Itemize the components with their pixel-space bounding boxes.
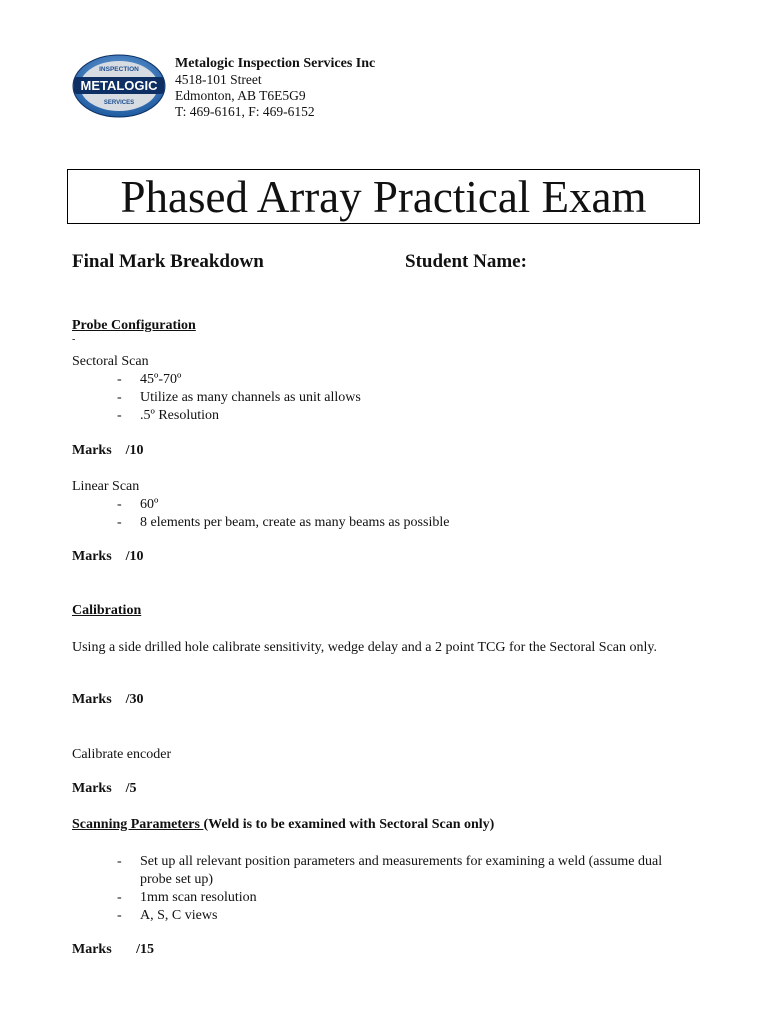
probe-configuration-heading: Probe Configuration [72,318,196,333]
document-title: Phased Array Practical Exam [67,169,700,224]
bullet-dash: - [117,890,122,905]
bullet-dash: - [117,408,122,423]
bullet-dash: - [117,908,122,923]
linear-scan-label: Linear Scan [72,479,140,494]
encoder-marks: Marks /5 [72,781,137,796]
bullet-dash: - [117,854,122,869]
calibration-text: Using a side drilled hole calibrate sensitivity, wedge delay and a 2 point TCG for the Sectoral Scan only. [72,640,657,655]
scanning-marks: Marks /15 [72,942,155,957]
linear-bullet-angle: 60º [140,497,159,512]
bullet-dash: - [117,497,122,512]
calibration-marks: Marks /30 [72,692,144,707]
scanning-bullet-views: A, S, C views [140,908,218,923]
stray-dash: - [72,334,76,345]
company-name: Metalogic Inspection Services Inc [175,56,376,71]
calibrate-encoder-text: Calibrate encoder [72,747,172,762]
bullet-dash: - [117,390,122,405]
calibration-heading: Calibration [72,603,142,618]
final-mark-heading: Final Mark Breakdown [72,251,264,272]
sectoral-bullet-resolution: .5º Resolution [140,408,220,423]
company-info [175,56,375,120]
scanning-parameters-heading [72,817,494,833]
student-name-label: Student Name: [405,251,527,272]
linear-bullet-elements: 8 elements per beam, create as many beams as possible [140,515,450,530]
scanning-bullet-parameters: Set up all relevant position parameters and measurements for examining a weld (assume dual probe set up) [140,854,663,887]
scanning-heading-note: (Weld is to be examined with Sectoral Scan only) [203,817,495,832]
company-city: Edmonton, AB T6E5G9 [175,88,306,103]
logo-bottom-text: SERVICES [103,100,135,106]
metalogic-logo [72,54,166,118]
bullet-dash: - [117,372,122,387]
company-street: 4518-101 Street [175,72,262,87]
sectoral-scan-label: Sectoral Scan [72,354,149,369]
scanning-heading-text: Scanning Parameters [72,817,204,832]
sectoral-bullet-angle: 45º-70º [140,372,182,387]
logo-main-text: METALOGIC [80,78,158,93]
sectoral-marks: Marks /10 [72,443,144,458]
company-phone: T: 469-6161, F: 469-6152 [175,104,315,119]
scanning-bullet-resolution: 1mm scan resolution [140,890,257,905]
bullet-dash: - [117,515,122,530]
logo-top-text: INSPECTION [99,66,139,73]
sectoral-bullet-channels: Utilize as many channels as unit allows [140,390,361,405]
linear-marks: Marks /10 [72,549,144,564]
